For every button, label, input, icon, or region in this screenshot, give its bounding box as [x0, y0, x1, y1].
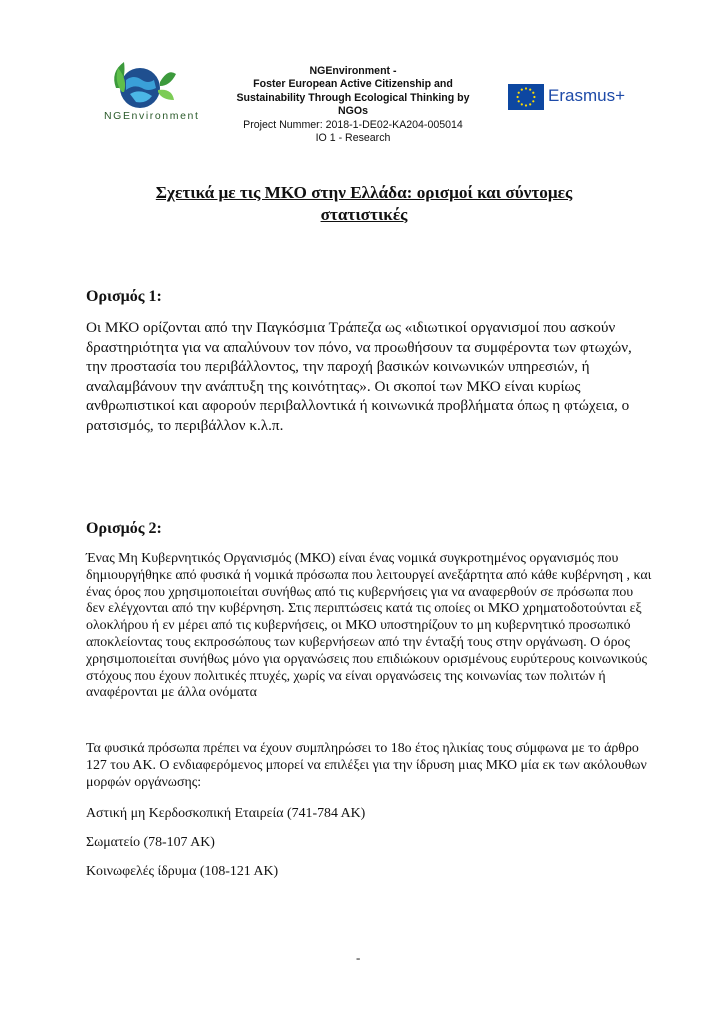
project-number: Project Nummer: 2018-1-DE02-KA204-005014: [243, 118, 463, 131]
page-footer-mark: -: [356, 950, 361, 965]
document-title: [90, 182, 638, 226]
left-logo-text: NGEnvironment: [104, 110, 200, 122]
list-item: Κοινωφελές ίδρυμα (108-121 ΑΚ): [86, 864, 279, 879]
document-header: [0, 0, 725, 150]
header-project-info: [222, 65, 484, 141]
header-line: NGEnvironment -: [309, 65, 397, 77]
definition-1-heading: Ορισμός 1:: [86, 288, 162, 305]
definition-2-heading: Ορισμός 2:: [86, 520, 162, 537]
clipped-header-line: IO 1 - Research: [315, 132, 391, 142]
definition-2-text: Ένας Μη Κυβερνητικός Οργανισμός (ΜΚΟ) είναι ένας νομικά συγκροτημένος οργανισμός που δημιουργήθηκε από φυσικά ή νομικά πρόσωπα που λειτουργεί ανεξάρτητα από κάθε κυβέρνηση , και ένας όρος που χρησιμοποιείται συνήθως από τις κυβερνήσεις για να αναφερθούν σε πρόσωπα που δεν ελέγχονται από την κυβέρνηση. Στις περιπτώσεις κατά τις οποίες οι ΜΚΟ χρηματοδοτούνται εξ ολοκλήρου ή εν μέρει από τις κυβερνήσεις, οι ΜΚΟ υποστηρίζουν το μη κυβερνητικό προσωπικό αποκλείοντας τους εκπροσώπους των κυβερνήσεων από την ένταξή τους στην οργάνωση. Ο όρος χρησιμοποιείται συνήθως μόνο για οργανώσεις που επιδιώκουν ορισμένους ευρύτερους κοινωνικούς στόχους που έχουν πολιτικές πτυχές, χωρίς να είναι οργανώσεις της κοινωνίας των πολιτών ή αναφέρονται με άλλα ονόματα: [86, 551, 652, 701]
definition-1-text: Οι ΜΚΟ ορίζονται από την Παγκόσμια Τράπεζα ως «ιδιωτικοί οργανισμοί που ασκούν δραστηριότητα για να απαλύνουν τον πόνο, να προωθήσουν τα συμφέροντα των φτωχών, την προστασία του περιβάλλοντος, την παροχή βασικών κοινωνικών υπηρεσιών, ή αναλαμβάνουν την ανάπτυξη της κοινότητας». Οι σκοποί των ΜΚΟ είναι κυρίως ανθρωπιστικοί και αφορούν περιβαλλοντικά ή κοινωνικά προβλήματα όπως η φτώχεια, ο ρατσισμός, το περιβάλλον κ.λ.π.: [86, 319, 632, 434]
title-line: Σχετικά με τις ΜΚΟ στην Ελλάδα: ορισμοί και σύντομες: [155, 183, 573, 202]
definition-2-text2: Τα φυσικά πρόσωπα πρέπει να έχουν συμπληρώσει το 18ο έτος ηλικίας τους σύμφωνα με το άρθρο 127 του ΑΚ. Ο ενδιαφερόμενος μπορεί να επιλέξει για την ίδρυση μιας ΜΚΟ μία εκ των ακόλουθων μορφών οργάνωσης:: [86, 741, 647, 790]
list-item: Σωματείο (78-107 ΑΚ): [86, 835, 215, 850]
eu-flag-icon: [508, 84, 544, 110]
header-line: Foster European Active Citizenship and: [253, 78, 453, 91]
erasmus-logo-text: Erasmus+: [548, 86, 625, 105]
header-line: NGOs: [337, 105, 369, 118]
list-item: Αστική μη Κερδοσκοπική Εταιρεία (741-784 ΑΚ): [86, 806, 366, 821]
title-line: στατιστικές: [320, 205, 408, 224]
header-line: Sustainability Through Ecological Thinking by: [236, 91, 470, 104]
